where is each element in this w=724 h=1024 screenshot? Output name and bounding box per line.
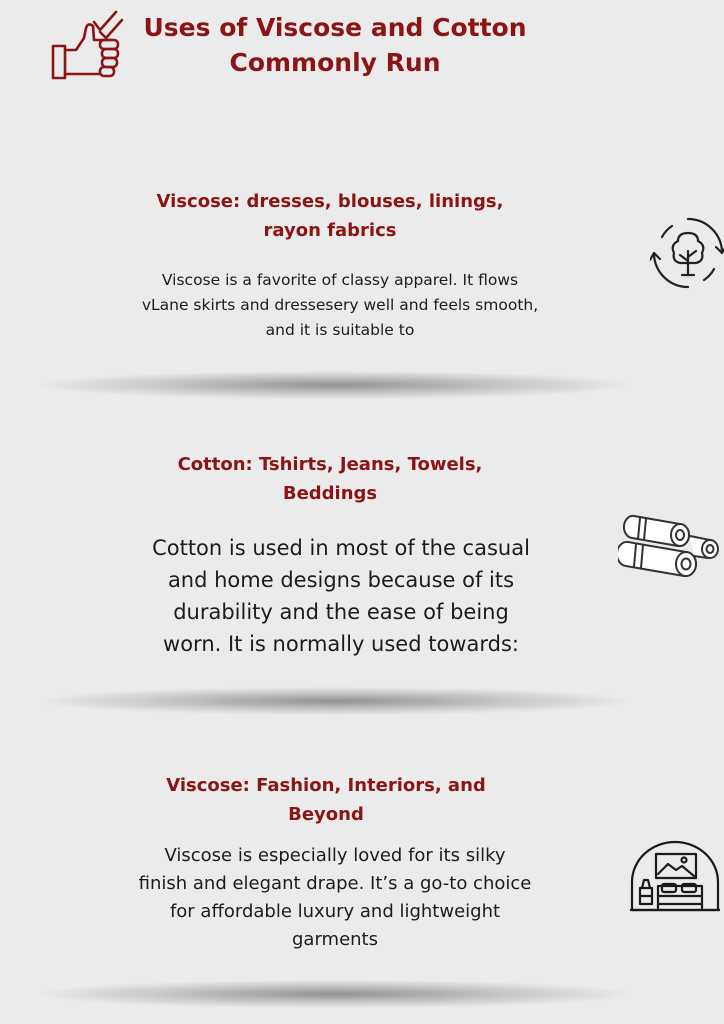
body-line: for affordable luxury and lightweight	[169, 901, 501, 922]
page-title-line1: Uses of Viscose and Cotton	[143, 13, 527, 42]
section-heading-viscose-dresses	[140, 187, 520, 245]
body-line: vLane skirts and dressesery well and feels smooth,	[141, 296, 539, 314]
heading-line: Viscose: Fashion, Interiors, and	[166, 775, 486, 796]
heading-line: Cotton: Tshirts, Jeans, Towels,	[177, 454, 483, 475]
body-line: Viscose is especially loved for its silky	[164, 845, 506, 866]
section-divider-shadow	[40, 980, 630, 1008]
section-body-cotton	[126, 532, 556, 660]
heading-line: rayon fabrics	[263, 220, 397, 241]
body-line: and it is suitable to	[265, 321, 415, 339]
heading-line: Beddings	[282, 483, 378, 504]
section-divider-shadow	[40, 371, 630, 399]
heading-line: Beyond	[288, 804, 364, 825]
tree-recycle-icon	[650, 215, 724, 291]
body-line: Cotton is used in most of the casual	[152, 536, 530, 560]
rolled-towels-icon	[618, 508, 722, 578]
body-line: Viscose is a favorite of classy apparel. It flows	[161, 271, 519, 289]
section-body-viscose-dresses	[110, 268, 570, 343]
body-line: durability and the ease of being	[173, 600, 509, 624]
body-line: finish and elegant drape. It’s a go-to choice	[138, 873, 532, 894]
section-divider-shadow	[40, 687, 630, 715]
section-body-viscose-fashion	[120, 842, 550, 954]
body-line: worn. It is normally used towards:	[163, 632, 519, 656]
heading-line: Viscose: dresses, blouses, linings,	[156, 191, 504, 212]
page-title-line2: Commonly Run	[229, 48, 441, 77]
page-title	[130, 10, 540, 80]
bedroom-icon	[630, 840, 720, 912]
thumbs-up-check-icon	[50, 8, 126, 84]
body-line: and home designs because of its	[167, 568, 515, 592]
section-heading-viscose-fashion	[146, 771, 506, 829]
body-line: garments	[292, 929, 378, 950]
section-heading-cotton	[140, 450, 520, 508]
